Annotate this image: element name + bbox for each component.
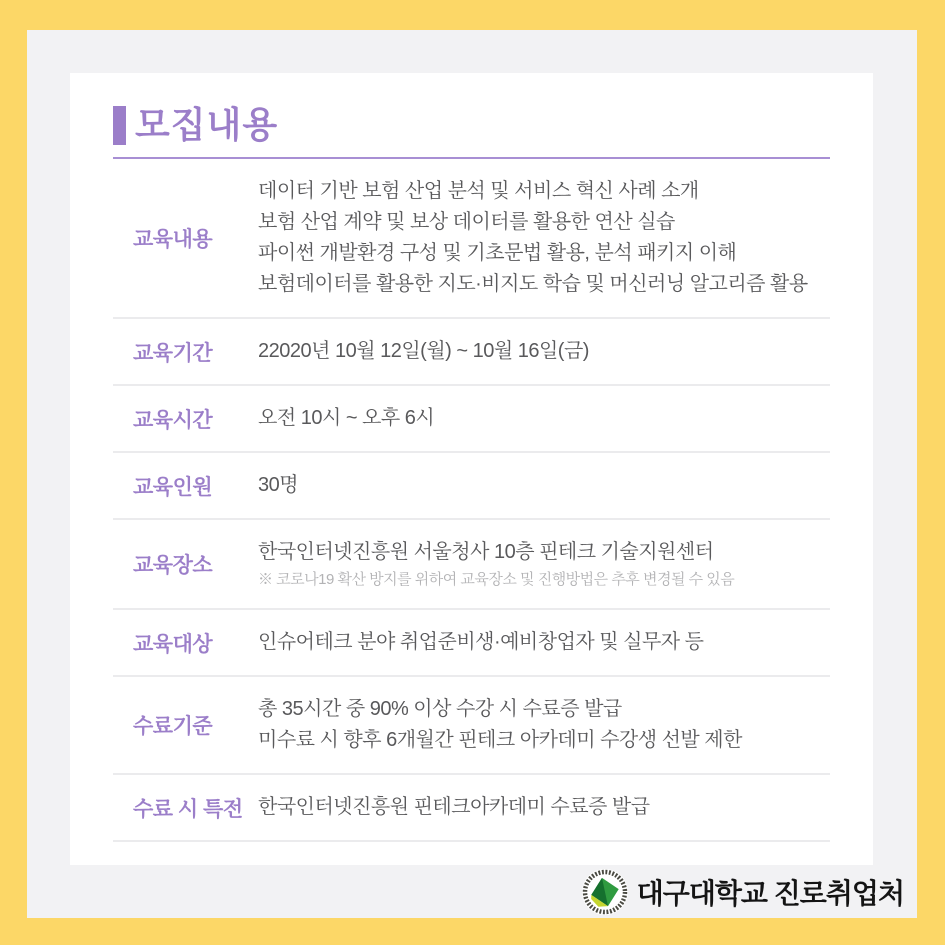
row-content xyxy=(258,470,830,501)
row-text-line: 보험데이터를 활용한 지도·비지도 학습 및 머신러닝 알고리즘 활용 xyxy=(258,273,808,295)
row-label: 교육시간 xyxy=(133,408,213,432)
table-row xyxy=(113,677,830,775)
footer-org-name: 대구대학교 진로취업처 xyxy=(636,878,904,909)
table-row xyxy=(113,775,830,842)
row-note: ※ 코로나19 확산 방지를 위하여 교육장소 및 진행방법은 추후 변경될 수 있음 xyxy=(258,571,735,588)
table-row xyxy=(113,610,830,677)
row-label: 교육내용 xyxy=(133,228,213,251)
row-text-line: 오전 10시 ~ 오후 6시 xyxy=(258,407,435,429)
row-content xyxy=(258,792,830,823)
section-title xyxy=(113,103,830,147)
table-row xyxy=(113,386,830,453)
row-text-line: 파이썬 개발환경 구성 및 기초문법 활용, 분석 패키지 이해 xyxy=(258,242,737,264)
row-text-line: 22020년 10월 12일(월) ~ 10월 16일(금) xyxy=(258,340,589,362)
row-label: 교육기간 xyxy=(133,341,213,365)
row-text-line: 데이터 기반 보험 산업 분석 및 서비스 혁신 사례 소개 xyxy=(258,180,699,202)
row-content xyxy=(258,403,830,434)
table-row xyxy=(113,319,830,386)
row-text-line: 한국인터넷진흥원 서울청사 10층 핀테크 기술지원센터 xyxy=(258,541,714,563)
row-content xyxy=(258,694,830,756)
row-content xyxy=(258,176,830,300)
row-label: 교육대상 xyxy=(133,632,213,656)
table-row xyxy=(113,520,830,610)
row-text-line: 인슈어테크 분야 취업준비생·예비창업자 및 실무자 등 xyxy=(258,631,704,653)
page-title: 모집내용 xyxy=(135,104,279,145)
table-row xyxy=(113,453,830,520)
row-text-line: 한국인터넷진흥원 핀테크아카데미 수료증 발급 xyxy=(258,796,650,818)
row-content xyxy=(258,336,830,367)
footer-branding xyxy=(581,868,904,916)
university-emblem-logo xyxy=(581,868,629,916)
row-text-line: 미수료 시 향후 6개월간 핀테크 아카데미 수강생 선발 제한 xyxy=(258,729,742,751)
row-content xyxy=(258,537,830,591)
title-accent-bar xyxy=(113,106,126,145)
content-card xyxy=(70,73,873,865)
row-label: 수료기준 xyxy=(133,715,213,738)
row-label: 교육인원 xyxy=(133,475,213,499)
row-text-line: 보험 산업 계약 및 보상 데이터를 활용한 연산 실습 xyxy=(258,211,675,233)
row-content xyxy=(258,627,830,658)
row-label: 수료 시 특전 xyxy=(133,797,243,821)
table-row xyxy=(113,159,830,319)
page-background xyxy=(27,30,917,918)
info-table xyxy=(113,159,830,842)
row-text-line: 총 35시간 중 90% 이상 수강 시 수료증 발급 xyxy=(258,698,622,720)
row-text-line: 30명 xyxy=(258,474,299,496)
row-label: 교육장소 xyxy=(133,554,213,577)
